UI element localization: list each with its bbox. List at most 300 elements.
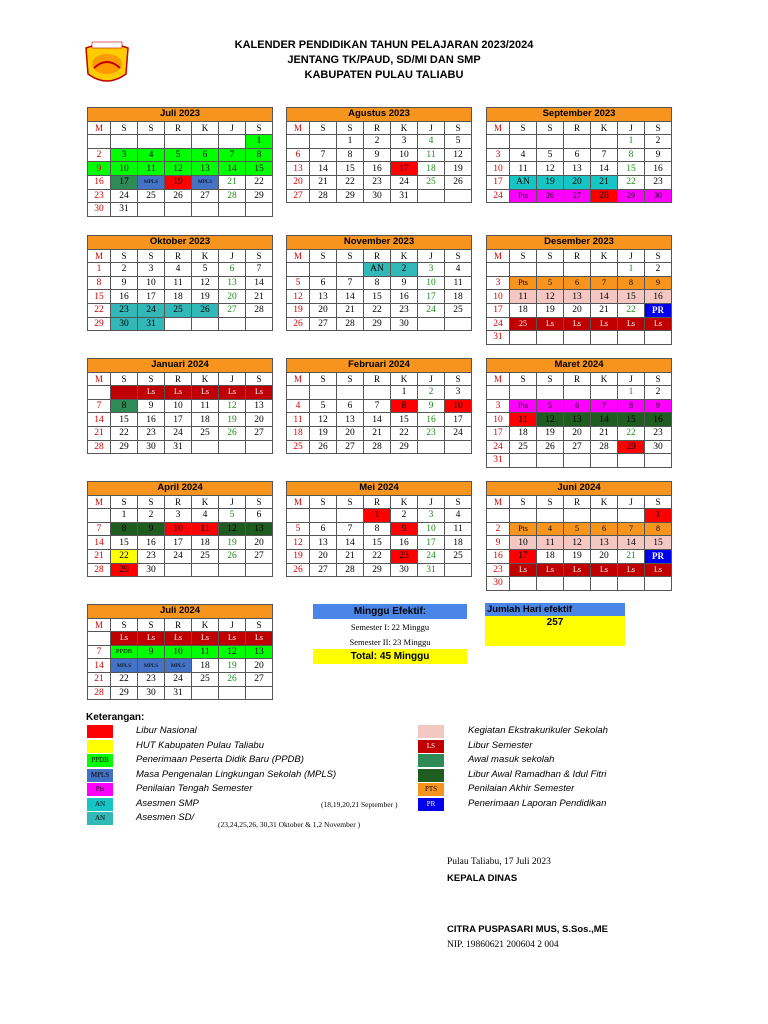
month-table [87,107,273,217]
day-cell: Ls [246,632,273,646]
month-title: Februari 2024 [287,359,472,373]
day-cell: 19 [287,303,310,317]
weekday-header: S [445,495,472,509]
day-cell: 11 [138,162,165,176]
day-cell: 20 [564,175,591,189]
day-cell: 19 [537,175,564,189]
day-cell: 8 [246,148,273,162]
day-cell: 20 [564,426,591,440]
legend-note-smp: (18,19,20,21 September ) [321,800,398,809]
weekday-header: S [537,121,564,135]
day-cell: 7 [219,148,246,162]
day-cell: 30 [138,563,165,577]
day-cell: 9 [645,148,672,162]
weekday-header: R [165,121,192,135]
day-cell [510,263,537,277]
day-cell: 11 [510,413,537,427]
weekday-header: S [310,249,337,263]
weekday-header: J [219,495,246,509]
day-cell: Ls [219,632,246,646]
day-cell [246,317,273,331]
weekday-header: S [337,372,364,386]
day-cell: 2 [645,386,672,400]
day-cell [287,135,310,149]
minggu-efektif-box [313,604,467,664]
legend-label: Awal masuk sekolah [468,754,555,765]
total-weeks: Total: 45 Minggu [313,649,467,664]
day-cell: 10 [487,413,510,427]
day-cell: 22 [111,549,138,563]
weekday-header: J [418,121,445,135]
day-cell [192,440,219,454]
day-cell: 22 [364,303,391,317]
weekday-header: M [287,372,310,386]
day-cell [418,317,445,331]
day-cell: 3 [487,276,510,290]
day-cell: 19 [192,290,219,304]
day-cell [246,440,273,454]
month-table [286,481,472,577]
day-cell: 13 [219,276,246,290]
day-cell: 8 [645,522,672,536]
day-cell: 20 [310,549,337,563]
day-cell: 20 [219,290,246,304]
day-cell: 4 [510,148,537,162]
day-cell [564,263,591,277]
month-title: Juni 2024 [487,482,672,496]
day-cell [88,386,111,400]
day-cell: 19 [165,175,192,189]
weekday-header: K [591,372,618,386]
legend-label: Libur Awal Ramadhan & Idul Fitri [468,768,607,780]
weekday-header: R [564,372,591,386]
day-cell: 25 [445,303,472,317]
day-cell: 25 [445,549,472,563]
day-cell: 6 [219,263,246,277]
day-cell: Ls [591,317,618,331]
day-cell: 17 [510,549,537,563]
month-table [486,107,672,203]
day-cell: Ls [645,563,672,577]
day-cell: 2 [487,522,510,536]
day-cell: 14 [88,413,111,427]
day-cell: 15 [364,290,391,304]
day-cell: 30 [391,563,418,577]
day-cell: 24 [111,189,138,203]
day-cell [645,331,672,345]
day-cell: Ls [192,386,219,400]
weekday-header: S [510,372,537,386]
day-cell: Ls [111,632,138,646]
day-cell [591,509,618,523]
day-cell: 21 [88,672,111,686]
weekday-header: R [364,372,391,386]
day-cell [510,577,537,591]
weekday-header: K [391,249,418,263]
semester-2-weeks: Semester II: 23 Minggu [313,634,467,649]
day-cell [591,135,618,149]
day-cell [165,135,192,149]
day-cell [88,632,111,646]
day-cell: 14 [591,413,618,427]
weekday-header: S [310,495,337,509]
weekday-header: M [88,121,111,135]
day-cell: 12 [165,162,192,176]
day-cell: 5 [445,135,472,149]
day-cell [219,563,246,577]
day-cell: 16 [645,413,672,427]
day-cell: 22 [246,175,273,189]
weekday-header: S [111,495,138,509]
month-table [486,481,672,591]
weekday-header: S [645,249,672,263]
day-cell: 6 [591,522,618,536]
day-cell: 7 [246,263,273,277]
day-cell: 29 [618,440,645,454]
day-cell: 17 [487,175,510,189]
day-cell: 22 [391,426,418,440]
day-cell: 8 [88,276,111,290]
day-cell [192,317,219,331]
weekday-header: R [364,495,391,509]
day-cell: 9 [138,399,165,413]
weekday-header: M [88,372,111,386]
day-cell: 30 [364,189,391,203]
day-cell [219,686,246,700]
day-cell: 27 [337,440,364,454]
day-cell [564,454,591,468]
day-cell: 5 [537,399,564,413]
day-cell: 26 [537,189,564,203]
legend-swatch: PTS [418,783,444,796]
day-cell: 15 [391,413,418,427]
day-cell [287,509,310,523]
day-cell: 7 [618,522,645,536]
day-cell: 20 [246,659,273,673]
legend-label: HUT Kabupaten Pulau Taliabu [136,739,264,751]
day-cell: 30 [138,440,165,454]
day-cell: 6 [337,399,364,413]
day-cell [364,386,391,400]
day-cell: 26 [537,440,564,454]
day-cell: 25 [192,426,219,440]
day-cell [487,263,510,277]
weekday-header: S [445,249,472,263]
day-cell [510,135,537,149]
day-cell: 26 [192,303,219,317]
weekday-header: K [591,121,618,135]
day-cell [219,203,246,217]
day-cell [591,577,618,591]
day-cell: 5 [310,399,337,413]
day-cell: 13 [591,536,618,550]
month-table [87,604,273,700]
day-cell: 11 [287,413,310,427]
day-cell: 25 [510,440,537,454]
month-title: Juli 2024 [88,605,273,619]
day-cell [192,686,219,700]
day-cell [618,331,645,345]
day-cell: 13 [246,645,273,659]
day-cell: 12 [445,148,472,162]
day-cell [337,509,364,523]
day-cell: 28 [219,189,246,203]
day-cell: 25 [138,189,165,203]
day-cell: PPDB [111,645,138,659]
day-cell [564,577,591,591]
day-cell: 31 [487,331,510,345]
weekday-header: R [364,249,391,263]
day-cell: 12 [537,162,564,176]
day-cell: 15 [645,536,672,550]
weekday-header: K [192,495,219,509]
day-cell: 31 [418,563,445,577]
day-cell: 7 [591,399,618,413]
day-cell: 12 [219,522,246,536]
day-cell: 25 [165,303,192,317]
day-cell [138,135,165,149]
day-cell: 11 [192,399,219,413]
day-cell: MPLS [192,175,219,189]
weekday-header: S [111,249,138,263]
day-cell [618,454,645,468]
day-cell [192,203,219,217]
day-cell: 15 [618,290,645,304]
day-cell: MPLS [111,659,138,673]
day-cell: 8 [111,522,138,536]
day-cell: 17 [487,426,510,440]
day-cell: 11 [510,162,537,176]
day-cell [88,509,111,523]
day-cell: 4 [165,263,192,277]
day-cell: 14 [219,162,246,176]
legend-swatch: AN [87,798,113,811]
day-cell [564,509,591,523]
day-cell: 29 [618,189,645,203]
day-cell: 27 [564,440,591,454]
day-cell: 23 [391,303,418,317]
day-cell: MPLS [165,659,192,673]
day-cell: 27 [287,189,310,203]
day-cell: 23 [111,303,138,317]
day-cell: 22 [337,175,364,189]
month-title: Maret 2024 [487,359,672,373]
day-cell: MPLS [138,659,165,673]
legend-swatch [418,725,444,738]
day-cell: 29 [364,563,391,577]
day-cell: 24 [445,426,472,440]
legend-swatch: Pts [87,783,113,796]
day-cell: 19 [287,549,310,563]
day-cell: 21 [591,303,618,317]
weekday-header: S [111,372,138,386]
day-cell: 21 [591,175,618,189]
day-cell: 4 [138,148,165,162]
day-cell [287,263,310,277]
legend-label: Masa Pengenalan Lingkungan Sekolah (MPLS) [136,768,337,780]
day-cell: 27 [246,426,273,440]
day-cell: 21 [246,290,273,304]
day-cell: 1 [88,263,111,277]
day-cell: 13 [337,413,364,427]
day-cell: 13 [564,290,591,304]
weekday-header: K [391,495,418,509]
day-cell: 20 [246,536,273,550]
weekday-header: M [487,495,510,509]
day-cell: 8 [364,276,391,290]
day-cell: 18 [445,536,472,550]
day-cell: Ls [618,563,645,577]
day-cell: 15 [88,290,111,304]
day-cell: 17 [418,290,445,304]
day-cell: 30 [138,686,165,700]
day-cell: 1 [618,135,645,149]
day-cell: 22 [618,303,645,317]
day-cell: 1 [337,135,364,149]
legend-swatch [418,754,444,767]
weekday-header: K [192,249,219,263]
weekday-header: S [510,249,537,263]
day-cell: 11 [192,522,219,536]
day-cell: 18 [537,549,564,563]
weekday-header: S [645,495,672,509]
day-cell: 3 [487,399,510,413]
day-cell: 8 [618,148,645,162]
day-cell: 8 [337,148,364,162]
day-cell: 17 [165,413,192,427]
day-cell: 6 [310,276,337,290]
day-cell: 10 [487,290,510,304]
day-cell: 1 [111,509,138,523]
day-cell: 11 [445,522,472,536]
weekday-header: J [219,249,246,263]
day-cell: 6 [310,522,337,536]
day-cell [510,509,537,523]
day-cell: 13 [564,413,591,427]
day-cell: 14 [88,659,111,673]
day-cell [111,135,138,149]
weekday-header: M [487,249,510,263]
day-cell [510,386,537,400]
day-cell: 7 [337,276,364,290]
day-cell [219,317,246,331]
day-cell: 7 [337,522,364,536]
hari-efektif-box [485,603,625,646]
weekday-header: S [510,121,537,135]
day-cell [591,263,618,277]
day-cell: 3 [165,509,192,523]
day-cell: 24 [418,303,445,317]
weekday-header: S [138,121,165,135]
day-cell: 10 [138,276,165,290]
day-cell: Pts [510,399,537,413]
day-cell: 15 [618,162,645,176]
day-cell: 18 [445,290,472,304]
month-title: Mei 2024 [287,482,472,496]
weekday-header: S [138,249,165,263]
day-cell: 7 [88,399,111,413]
day-cell: 12 [310,413,337,427]
day-cell: 24 [487,317,510,331]
day-cell [537,263,564,277]
day-cell: 25 [192,549,219,563]
day-cell: Ls [138,632,165,646]
day-cell: 23 [88,189,111,203]
day-cell: 18 [510,303,537,317]
weekday-header: R [564,121,591,135]
day-cell: 30 [391,317,418,331]
day-cell: 31 [165,686,192,700]
hari-efektif-title: Jumlah Hari efektif [485,603,625,616]
day-cell: 29 [337,189,364,203]
legend-note-sd: (23,24,25,26, 30,31 Oktober & 1,2 November ) [218,820,361,829]
day-cell: 22 [111,426,138,440]
day-cell: 1 [618,263,645,277]
day-cell: 17 [418,536,445,550]
day-cell: 1 [618,386,645,400]
day-cell: 6 [564,276,591,290]
day-cell: 13 [192,162,219,176]
day-cell: 23 [364,175,391,189]
day-cell: 10 [111,162,138,176]
day-cell: 3 [487,148,510,162]
day-cell: 21 [337,303,364,317]
day-cell: 2 [418,386,445,400]
weekday-header: K [192,618,219,632]
day-cell: 3 [445,386,472,400]
day-cell [192,135,219,149]
day-cell: 8 [391,399,418,413]
legend-title: Keterangan: [86,712,145,723]
day-cell: 25 [510,317,537,331]
day-cell [219,135,246,149]
day-cell: 21 [310,175,337,189]
day-cell: 19 [537,303,564,317]
weekday-header: S [510,495,537,509]
day-cell: 6 [192,148,219,162]
weekday-header: S [310,121,337,135]
day-cell: 25 [418,175,445,189]
day-cell: 5 [287,522,310,536]
day-cell: Ls [192,632,219,646]
month-title: Oktober 2023 [88,236,273,250]
legend-swatch: PPDB [87,754,113,767]
day-cell: 16 [111,290,138,304]
day-cell: 28 [337,317,364,331]
day-cell: 17 [487,303,510,317]
day-cell [219,440,246,454]
day-cell: 1 [246,135,273,149]
weekday-header: J [618,121,645,135]
weekday-header: S [111,121,138,135]
day-cell: 29 [111,440,138,454]
day-cell [645,454,672,468]
day-cell: 23 [487,563,510,577]
legend-label: Penilaian Akhir Semester [468,783,575,794]
day-cell: 16 [364,162,391,176]
day-cell: 28 [591,189,618,203]
day-cell [246,686,273,700]
day-cell: 6 [564,148,591,162]
semester-1-weeks: Semester I: 22 Minggu [313,619,467,634]
day-cell [418,189,445,203]
day-cell: 10 [165,645,192,659]
day-cell [165,203,192,217]
weekday-header: R [165,618,192,632]
day-cell: 13 [310,536,337,550]
day-cell: Ls [510,563,537,577]
weekday-header: M [287,121,310,135]
